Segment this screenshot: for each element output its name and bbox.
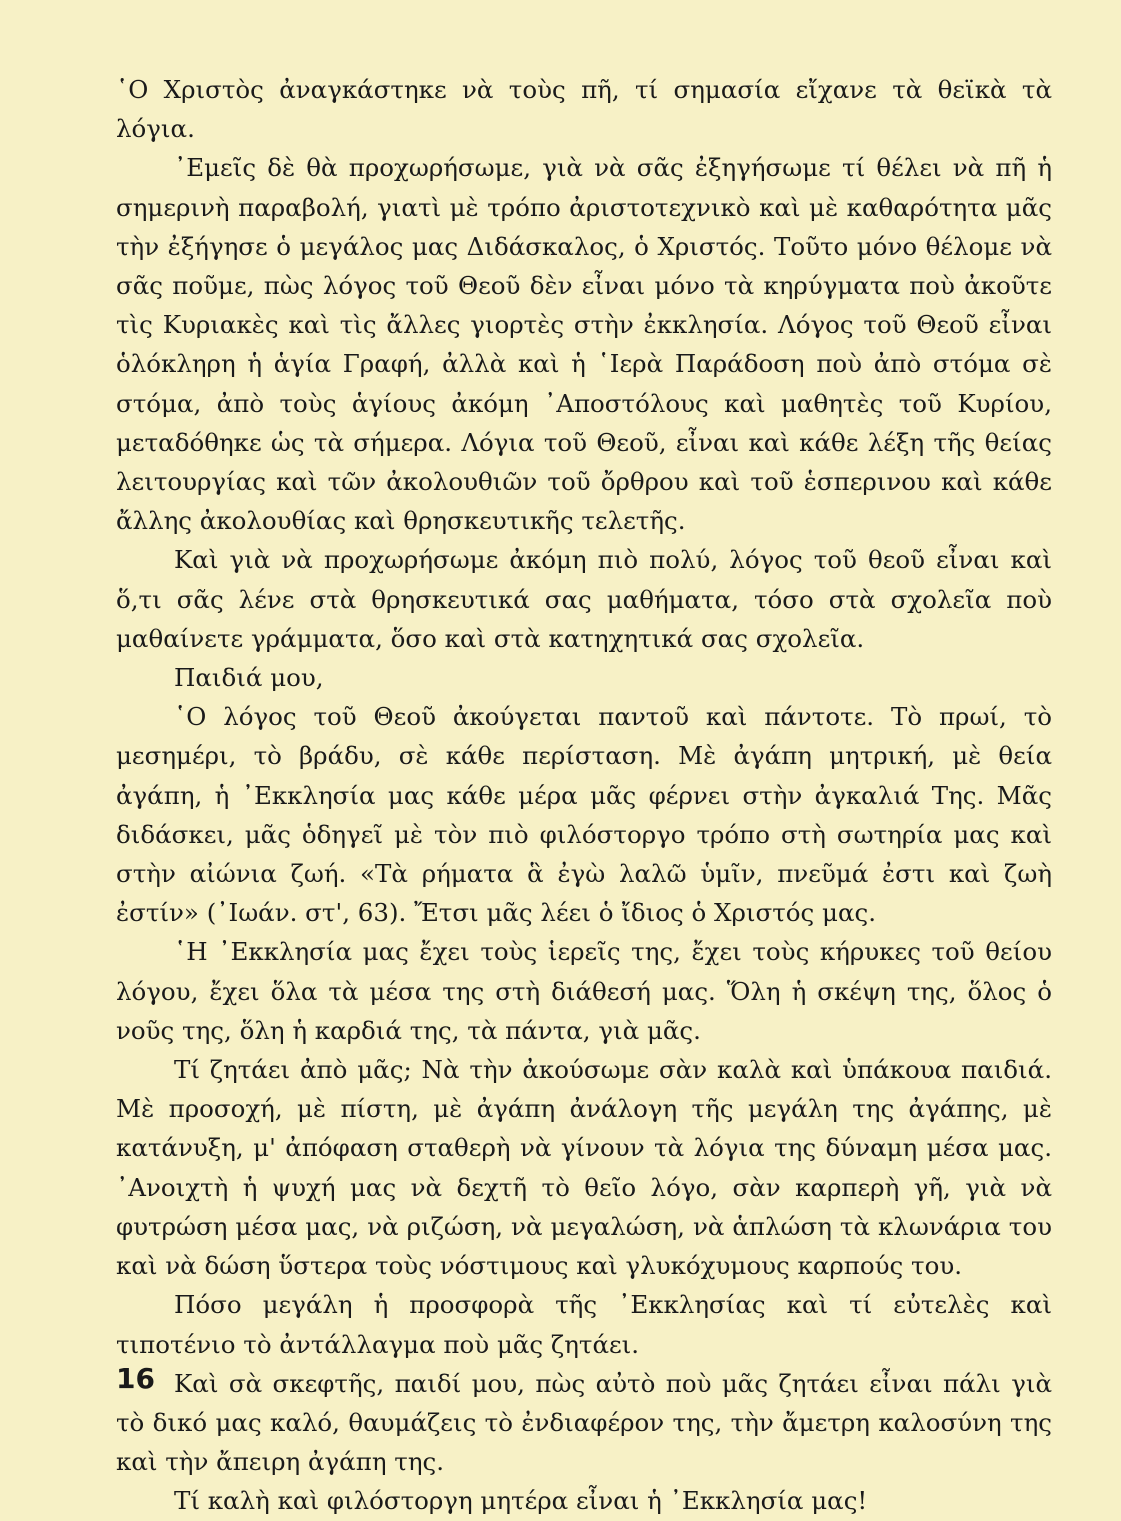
paragraph-1: ῾Ο Χριστὸς ἀναγκάστηκε νὰ τοὺς πῆ, τί σημασία εἴχανε τὰ θεϊκὰ τὰ λόγια. [116, 75, 1052, 144]
paragraph-6: ῾Η ᾿Εκκλησία μας ἔχει τοὺς ἱερεῖς της, ἔχει τοὺς κήρυκες τοῦ θείου λόγου, ἔχει ὅλα τὰ μέσα της στὴ διάθεσή μας. Ὅλη ἡ σκέψη της, ὅλος ὁ νοῦς της, ὅλη ἡ καρδιά της, τὰ πάντα, γιὰ μᾶς. [116, 937, 1052, 1045]
paragraph-4: Παιδιά μου, [174, 663, 324, 693]
paragraph-2: ᾿Εμεῖς δὲ θὰ προχωρήσωμε, γιὰ νὰ σᾶς ἐξηγήσωμε τί θέλει νὰ πῆ ἡ σημερινὴ παραβολή, γιατὶ μὲ τρόπο ἀριστοτεχνικὸ καὶ μὲ καθαρότητα μᾶς τὴν ἐξήγησε ὁ μεγάλος μας Διδάσκαλος, ὁ Χριστός. Τοῦτο μόνο θέλομε νὰ σᾶς ποῦμε, πὼς λόγος τοῦ Θεοῦ δὲν εἶναι μόνο τὰ κηρύγματα ποὺ ἀκοῦτε τὶς Κυριακὲς καὶ τὶς ἄλλες γιορτὲς στὴν ἐκκλησία. Λόγος τοῦ Θεοῦ εἶναι ὁλόκληρη ἡ ἁγία Γραφή, ἀλλὰ καὶ ἡ ῾Ιερὰ Παράδοση ποὺ ἀπὸ στόμα σὲ στόμα, ἀπὸ τοὺς ἁγίους ἀκόμη ᾿Αποστόλους καὶ μαθητὲς τοῦ Κυρίου, μεταδόθηκε ὡς τὰ σήμερα. Λόγια τοῦ Θεοῦ, εἶναι καὶ κάθε λέξη τῆς θείας λειτουργίας καὶ τῶν ἀκολουθιῶν τοῦ ὄρθρου καὶ τοῦ ἑσπερινου καὶ κάθε ἄλλης ἀκολουθίας καὶ θρησκευτικῆς τελετῆς. [116, 153, 1052, 536]
page-number: 16 [116, 1362, 155, 1395]
paragraph-5: ῾Ο λόγος τοῦ Θεοῦ ἀκούγεται παντοῦ καὶ πάντοτε. Τὸ πρωί, τὸ μεσημέρι, τὸ βράδυ, σὲ κάθε περίσταση. Μὲ ἀγάπη μητρική, μὲ θεία ἀγάπη, ἡ ᾿Εκκλησία μας κάθε μέρα μᾶς φέρνει στὴν ἀγκαλιά Της. Μᾶς διδάσκει, μᾶς ὁδηγεῖ μὲ τὸν πιὸ φιλόστοργο τρόπο στὴ σωτηρία μας καὶ στὴν αἰώνια ζωή. «Τὰ ρήματα ἃ ἐγὼ λαλῶ ὑμῖν, πνεῦμά ἐστι καὶ ζωὴ ἐστίν» (᾿Ιωάν. στ', 63). Ἔτσι μᾶς λέει ὁ ἴδιος ὁ Χριστός μας. [116, 702, 1052, 928]
paragraph-7: Τί ζητάει ἀπὸ μᾶς; Νὰ τὴν ἀκούσωμε σὰν καλὰ καὶ ὑπάκουα παιδιά. Μὲ προσοχή, μὲ πίστη, μὲ ἀγάπη ἀνάλογη τῆς μεγάλη της ἀγάπης, μὲ κατάνυξη, μ' ἀπόφαση σταθερὴ νὰ γίνουν τὰ λόγια της δύναμη μέσα μας. ᾿Ανοιχτὴ ἡ ψυχή μας νὰ δεχτῆ τὸ θεῖο λόγο, σὰν καρπερὴ γῆ, γιὰ νὰ φυτρώση μέσα μας, νὰ ριζώση, νὰ μεγαλώση, νὰ ἁπλώση τὰ κλωνάρια του καὶ νὰ δώση ὕστερα τοὺς νόστιμους καὶ γλυκόχυμους καρπούς του. [116, 1055, 1052, 1281]
paragraph-3: Καὶ γιὰ νὰ προχωρήσωμε ἀκόμη πιὸ πολύ, λόγος τοῦ θεοῦ εἶναι καὶ ὅ,τι σᾶς λένε στὰ θρησκευτικά σας μαθήματα, τόσο στὰ σχολεῖα ποὺ μαθαίνετε γράμματα, ὅσο καὶ στὰ κατηχητικά σας σχολεῖα. [116, 545, 1052, 653]
paragraph-9: Καὶ σὰ σκεφτῆς, παιδί μου, πὼς αὐτὸ ποὺ μᾶς ζητάει εἶναι πάλι γιὰ τὸ δικό μας καλό, θαυμάζεις τὸ ἐνδιαφέρον της, τὴν ἄμετρη καλοσύνη της καὶ τὴν ἄπειρη ἀγάπη της. [116, 1368, 1052, 1477]
paragraph-10: Τί καλὴ καὶ φιλόστοργη μητέρα εἶναι ἡ ᾿Εκκλησία μας! [174, 1486, 868, 1516]
paragraph-8: Πόσο μεγάλη ἡ προσφορὰ τῆς ᾿Εκκλησίας καὶ τί εὐτελὲς καὶ τιποτένιο τὸ ἀντάλλαγμα ποὺ μᾶς ζητάει. [116, 1290, 1052, 1359]
body-text [116, 70, 1052, 1521]
